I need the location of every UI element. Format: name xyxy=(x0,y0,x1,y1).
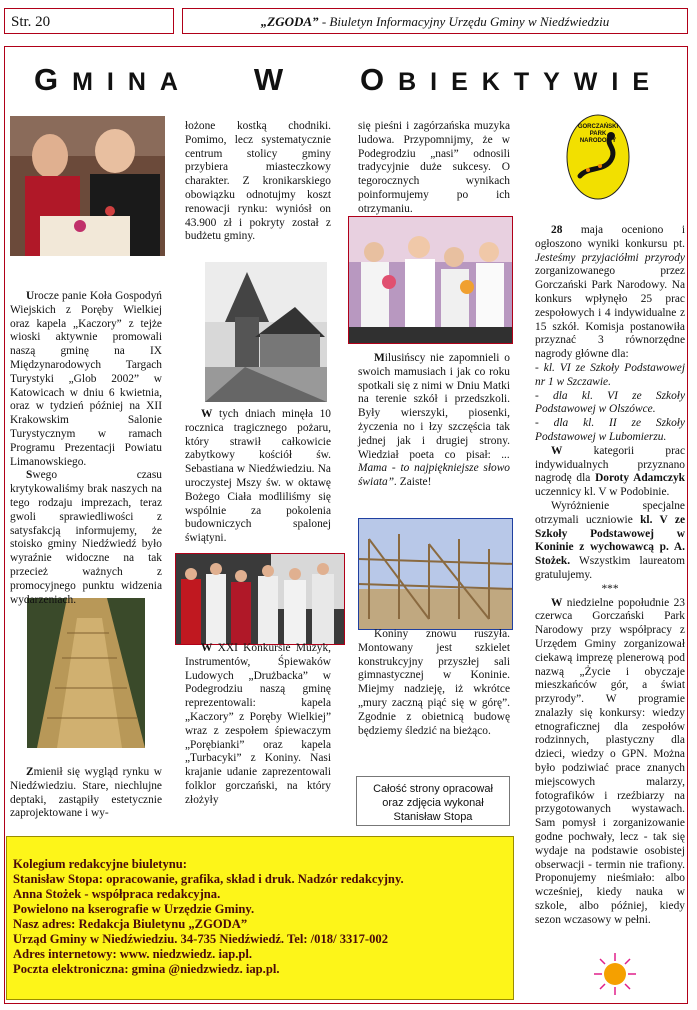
bulletin-name: „ZGODA” xyxy=(260,14,319,29)
page-number: Str. 20 xyxy=(4,8,174,34)
article-rynek-cont: łożone kostką chodniki. Pomimo, lecz systematycznie centrum stolicy gminy przybiera miasteczkowy charakter. Z kronikarskiego obowiązku odnotujmy koszt renowacji rynku: wyniósł on 43.900 zł i pokryty został z budżetu gminy. xyxy=(185,120,331,243)
article-gpn: 28 maja oceniono i ogłoszono wyniki konkursu pt. Jesteśmy przyjaciółmi przyrody zorganizowanego przez Gorczański Park Narodowy. Na konkurs wpłynęło 25 prac zespołowych i 4 indywidualne z 15 szkół. Komisja postanowiła przyznać 3 równorzędne nagrody główne dla: - kl. VI ze Szkoły Podstawowej nr 1 w Szczawie. - dla kl. VI ze Szkoły Podstawowej w Olszówce. - dla kl. II ze Szkoły Podstawowej w Lubomierzu. W kategorii prac indywidualnych przyznano nagrodę dla Doroty Adamczyk uczennicy kl. V w Podobinie. Wyróżnienie specjalne otrzymali uczniowie kl. V ze Szkoły Podstawowej w Koninie z wychowawcą p. A. Stożek. Wszystkim laureatom gratulujemy. *** W niedzielne popołudnie 23 czerwca Gorczański Park Narodowy przy współpracy z Urzędem Gminy zorganizował ciekawą imprezę plenerową pod nazwą „Życie i obyczaje mieszkańców gór, a świat przyrody”. W programie znalazły się konkursy: wiedzy etnograficznej dla zespołów rodzinnych, plastyczny dla dzieci, wiedzy o GPN. Można było podziwiać prace znanych miejscowych malarzy, fotografików i rzeźbiarzy na przygotowanych wystawach. Sam pomysł i zorganizowanie godne pochwały, lecz - tak się wydaje na podstawie osobistej obserwacji - termin nie trafiony. Proponujemy nieśmiało: albo wcześniej, kiedy nauka w szkole, albo później, kiedy sezon wczasowy w pełni. xyxy=(535,224,686,926)
photo-folk-women xyxy=(10,116,165,256)
article-kościół: W tych dniach minęła 10 rocznica tragicznego pożaru, który strawił całkowicie zabytkowy kościół św. Sebastiana w Niedźwiedziu. Na uroczystej Mszy św. w oktawę Bożego Ciała modliliśmy się wspólnie za pokolenia budowniczych spalonej świątyni. xyxy=(185,408,331,545)
sun-icon xyxy=(593,952,637,996)
gpn-logo: GORCZAŃSKI PARK NARODOWY xyxy=(566,114,630,200)
colophon-box: Kolegium redakcyjne biuletynu: Stanisław Stopa: opracowanie, grafika, skład i druk. Nadzór redakcyjny. Anna Stożek - współpraca redakcyjna. Powielono na kserografie w Urzędzie Gminy. Nasz adres: Redakcja Biuletynu „ZGODA” Urząd Gminy w Niedźwiedziu. 34-735 Niedźwiedź. Tel: /018/ 3317-002 Adres internetowy: www. niedzwiedz. iap.pl. Poczta elektroniczna: gmina @niedzwiedz. iap.pl. xyxy=(6,836,514,1000)
photo-church xyxy=(205,262,327,402)
photo-folk-performers xyxy=(175,553,345,645)
article-sala-gimnastyczna: Koniny znowu ruszyła. Montowany jest szkielet konstrukcyjny przyszłej sali gimnastycznej w Koninie. Miejmy nadzieję, iż wkrótce „mury zaczną piąć się w górę”. Zgodnie z obietnicą budowę będziemy śledzić na bieżąco. xyxy=(358,628,510,737)
page-title: GMINA W OBIEKTYWIE xyxy=(33,62,664,97)
bulletin-subtitle: - Biuletyn Informacyjny Urzędu Gminy w Niedźwiedziu xyxy=(321,14,610,29)
article-konkurs-muzyk: W XXI Konkursie Muzyk, Instrumentów, Śpiewaków Ludowych „Drużbacka” w Podegrodziu naszą gminę reprezentowali: kapela „Kaczory” z Poręby Wielkiej” wraz z zespołem śpiewaczym „Porębianki” oraz kapela „Turbacyki” z Koniny. Nasi krajanie udanie zaprezentowali folklor gorczański, na który złożyły xyxy=(185,642,331,806)
article-rynek: Zmienił się wygląd rynku w Niedźwiedziu. Stare, niechlujne deptaki, zastąpiły estetycznie zaprojektowane i wy- xyxy=(10,766,162,820)
photo-pavement xyxy=(27,598,145,748)
photo-children xyxy=(348,216,513,344)
photo-construction xyxy=(358,518,513,630)
bulletin-header xyxy=(182,8,688,34)
credit-box: Całość strony opracował oraz zdjęcia wykonał Stanisław Stopa xyxy=(356,776,510,826)
article-konkurs-cont: się pieśni i zagórzańska muzyka ludowa. Przypomnijmy, że w Podegrodziu „nasi” odnosili tradycyjnie duże sukcesy. O tegorocznych wynikach poinformujemy po ich otrzymaniu. xyxy=(358,120,510,215)
article-dzień-matki: Milusińscy nie zapomnieli o swoich mamusiach i jak co roku spotkali się z nimi w Dniu Matki na terenie szkół i przedszkoli. Były wierszyki, piosenki, życzenia no i łzy szczęścia tak jednej jak i drugiej strony. Wiedział poeta co pisał: ... Mama - to najpiękniejsze słowo świata”. Zaiste! xyxy=(358,352,510,489)
article-koło-gospodyń: Urocze panie Koła Gospodyń Wiejskich z Poręby Wielkiej oraz kapela „Kaczory” z tejże wioski aktywnie promowali naszą gminę na IX Międzynarodowych Targach Turystyki „Glob 2002” w Katowicach w dniu 6 kwietnia, oraz w tydzień później na XII Krakowskim Salonie Turystycznym w ramach Programu Prezentacji Powiatu Limanowskiego. Swego czasu krytykowaliśmy brak naszych na tego rodzaju imprezach, teraz gwoli sprawiedliwości z satysfakcją informujemy, że stoisko gminy Niedźwiedź było wyraźnie widoczne na tak przecież ważnych z promocyjnego punktu widzenia wydarzeniach. xyxy=(10,290,162,606)
